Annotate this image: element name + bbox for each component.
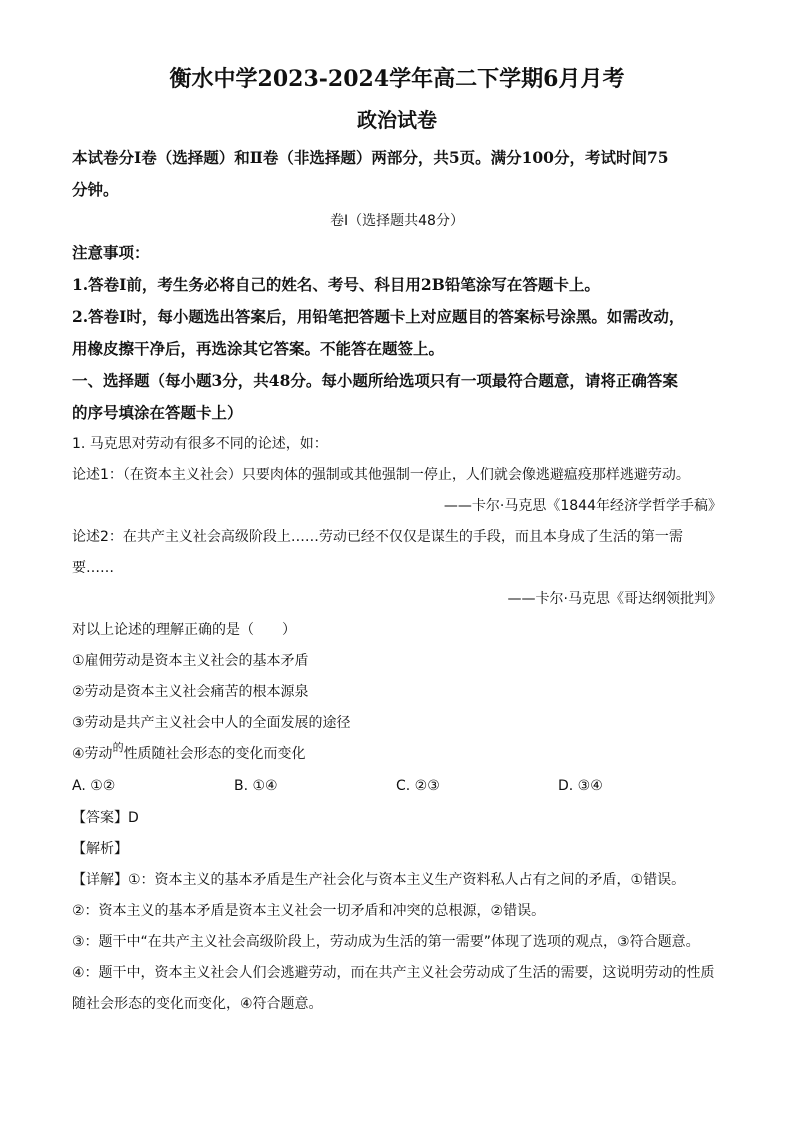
- detail-1: 【详解】①：资本主义的基本矛盾是生产社会化与资本主义生产资料私人占有之间的矛盾，①错误。: [72, 872, 686, 888]
- source-1: ——卡尔·马克思《1844年经济学哲学手稿》: [443, 498, 722, 514]
- intro-line-2: 分钟。: [72, 180, 119, 199]
- exam-subtitle: 政治试卷: [357, 108, 437, 132]
- detail-4b: 随社会形态的变化而变化，④符合题意。: [72, 996, 323, 1012]
- statement-4-pre: ④劳动: [72, 746, 113, 762]
- option-c: C. ②③: [396, 778, 440, 794]
- statement-1: ①雇佣劳动是资本主义社会的基本矛盾: [72, 653, 309, 669]
- quote-1: 论述1：（在资本主义社会）只要肉体的强制或其他强制一停止，人们就会像逃避瘟疫那样逃避劳动。: [72, 467, 690, 483]
- source-2: ——卡尔·马克思《哥达纲领批判》: [507, 591, 722, 607]
- statement-3: ③劳动是共产主义社会中人的全面发展的途径: [72, 715, 351, 731]
- notice-1: 1.答卷Ⅰ前，考生务必将自己的姓名、考号、科目用2B铅笔涂写在答题卡上。: [72, 275, 600, 294]
- option-d: D. ③④: [558, 778, 603, 794]
- question-stem: 1. 马克思对劳动有很多不同的论述，如：: [72, 436, 328, 452]
- detail-3: ③：题干中“在共产主义社会高级阶段上，劳动成为生活的第一需要”体现了选项的观点，③符合题意。: [72, 934, 700, 950]
- statement-4: [72, 739, 722, 770]
- analysis-title: 【解析】: [72, 841, 128, 857]
- statement-4-post: 性质随社会形态的变化而变化: [123, 746, 306, 762]
- option-b: B. ①④: [234, 778, 278, 794]
- answer-options: [72, 770, 722, 803]
- exam-title: 衡水中学2023-2024学年高二下学期6月月考: [169, 66, 625, 92]
- answer-line: 【答案】D: [72, 810, 139, 826]
- detail-4a: ④：题干中，资本主义社会人们会逃避劳动，而在共产主义社会劳动成了生活的需要，这说明劳动的性质: [72, 965, 715, 981]
- notice-2b: 用橡皮擦干净后，再选涂其它答案。不能答在题签上。: [72, 339, 445, 358]
- notice-2a: 2.答卷Ⅰ时，每小题选出答案后，用铅笔把答题卡上对应题目的答案标号涂黑。如需改动，: [72, 307, 685, 326]
- statement-4-sup: 的: [112, 741, 124, 754]
- statement-2: ②劳动是资本主义社会痛苦的根本源泉: [72, 684, 309, 700]
- detail-2: ②：资本主义的基本矛盾是资本主义社会一切矛盾和冲突的总根源，②错误。: [72, 903, 546, 919]
- part-1-title-a: 一、选择题（每小题3分，共48分。每小题所给选项只有一项最符合题意，请将正确答案: [72, 371, 678, 390]
- quote-2b: 要……: [72, 560, 114, 576]
- option-a: A. ①②: [72, 778, 116, 794]
- section-title: 卷Ⅰ（选择题共48分）: [330, 213, 464, 229]
- notice-title: 注意事项：: [72, 243, 150, 262]
- part-1-title-b: 的序号填涂在答题卡上）: [72, 403, 243, 422]
- intro-line-1: 本试卷分Ⅰ卷（选择题）和Ⅱ卷（非选择题）两部分，共5页。满分100分，考试时间75: [72, 148, 669, 167]
- question-prompt: 对以上论述的理解正确的是（ ）: [72, 622, 296, 638]
- quote-2a: 论述2：在共产主义社会高级阶段上……劳动已经不仅仅是谋生的手段，而且本身成了生活的第一需: [72, 529, 683, 545]
